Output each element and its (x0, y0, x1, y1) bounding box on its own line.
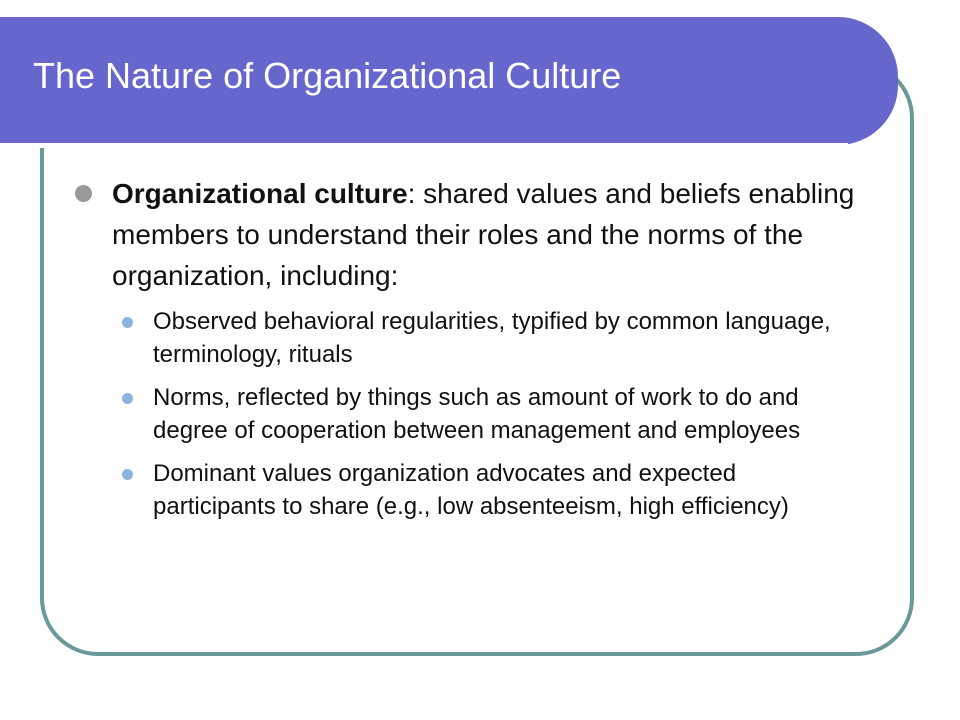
sub-bullet (73, 305, 863, 371)
bullet-dot-icon (75, 185, 92, 202)
sub-bullet (73, 457, 863, 523)
slide-body (73, 173, 863, 533)
title-underline (0, 143, 848, 148)
sub-bullet-dot-icon (122, 469, 133, 480)
slide-title: The Nature of Organizational Culture (33, 55, 622, 96)
sub-bullet-text: Norms, reflected by things such as amount of work to do and degree of cooperation between management and employees (153, 384, 801, 444)
sub-bullet-list (73, 305, 863, 523)
sub-bullet-text: Dominant values organization advocates and expected participants to share (e.g., low absenteeism, high efficiency) (153, 460, 789, 520)
main-bullet-term: Organizational culture (112, 178, 408, 209)
sub-bullet-dot-icon (122, 393, 133, 404)
main-bullet (73, 173, 863, 296)
main-bullet-text: : shared values and beliefs enabling members to understand their roles and the norms of the organization, including: (112, 178, 855, 291)
sub-bullet-text: Observed behavioral regularities, typified by common language, terminology, rituals (153, 308, 831, 368)
sub-bullet (73, 381, 863, 447)
sub-bullet-dot-icon (122, 317, 133, 328)
